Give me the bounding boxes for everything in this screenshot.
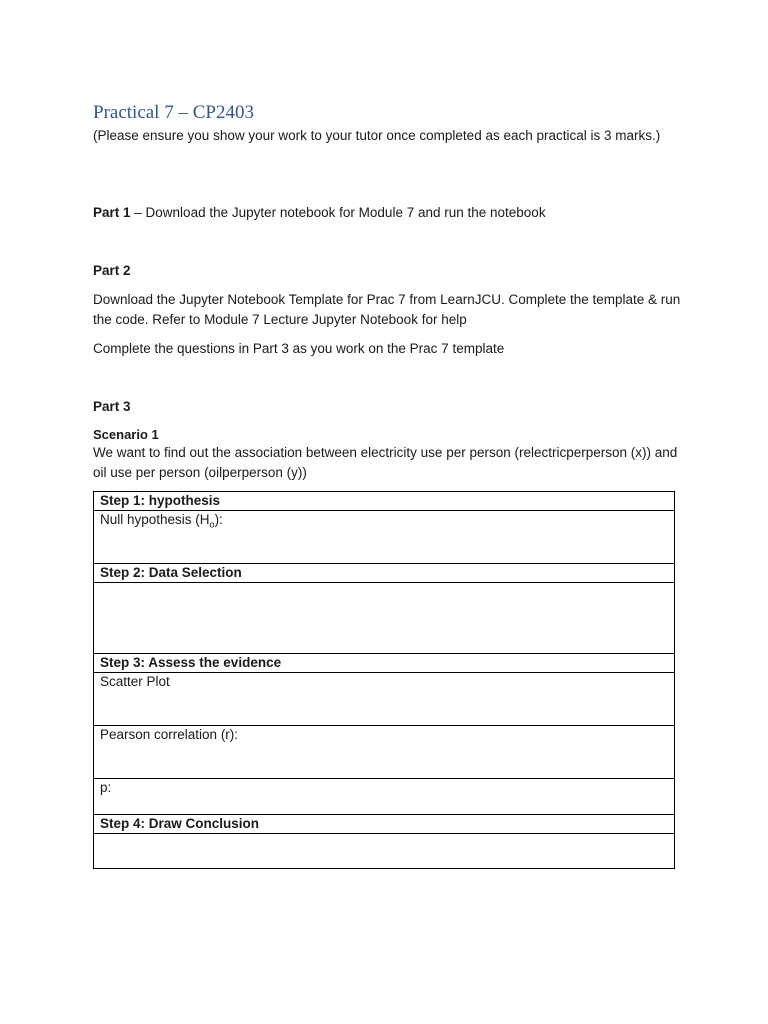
part3-label: Part 3 <box>93 399 131 414</box>
pearson-correlation-cell[interactable] <box>94 726 675 779</box>
instructions-note: (Please ensure you show your work to your tutor once completed as each practical is 3 marks.) <box>93 128 661 143</box>
p-value-label: p: <box>100 780 112 795</box>
hypothesis-steps-table <box>93 491 675 869</box>
null-hypothesis-subscript: o <box>209 519 215 530</box>
page-title: Practical 7 – CP2403 <box>93 102 254 123</box>
part2-paragraph-1: Download the Jupyter Notebook Template for Prac 7 from LearnJCU. Complete the template & run the code. Refer to Module 7 Lecture Jupyter Notebook for help <box>93 292 681 327</box>
part1-paragraph <box>93 203 683 223</box>
step2-header: Step 2: Data Selection <box>94 564 675 583</box>
conclusion-cell[interactable] <box>94 834 675 869</box>
null-hypothesis-label: Null hypothesis (H <box>100 512 210 527</box>
null-hypothesis-suffix: ): <box>214 512 223 527</box>
scatter-plot-label: Scatter Plot <box>100 674 170 689</box>
p-value-cell[interactable] <box>94 779 675 815</box>
part2-paragraph-2: Complete the questions in Part 3 as you work on the Prac 7 template <box>93 341 505 356</box>
scatter-plot-cell[interactable] <box>94 673 675 726</box>
part1-text: – Download the Jupyter notebook for Module 7 and run the notebook <box>130 205 546 220</box>
step1-header: Step 1: hypothesis <box>94 492 675 511</box>
part2-label: Part 2 <box>93 263 131 278</box>
step4-header: Step 4: Draw Conclusion <box>94 815 675 834</box>
data-selection-cell[interactable] <box>94 583 675 654</box>
scenario-description: We want to find out the association between electricity use per person (relectricperperson (x)) and oil use per person (oilperperson (y)) <box>93 445 678 480</box>
part1-label: Part 1 <box>93 205 131 220</box>
pearson-correlation-label: Pearson correlation (r): <box>100 727 239 742</box>
scenario-label: Scenario 1 <box>93 427 159 442</box>
null-hypothesis-cell[interactable] <box>94 511 675 564</box>
scenario-heading <box>93 425 159 445</box>
step3-header: Step 3: Assess the evidence <box>94 654 675 673</box>
part2-heading <box>93 261 131 281</box>
part3-heading <box>93 397 131 417</box>
